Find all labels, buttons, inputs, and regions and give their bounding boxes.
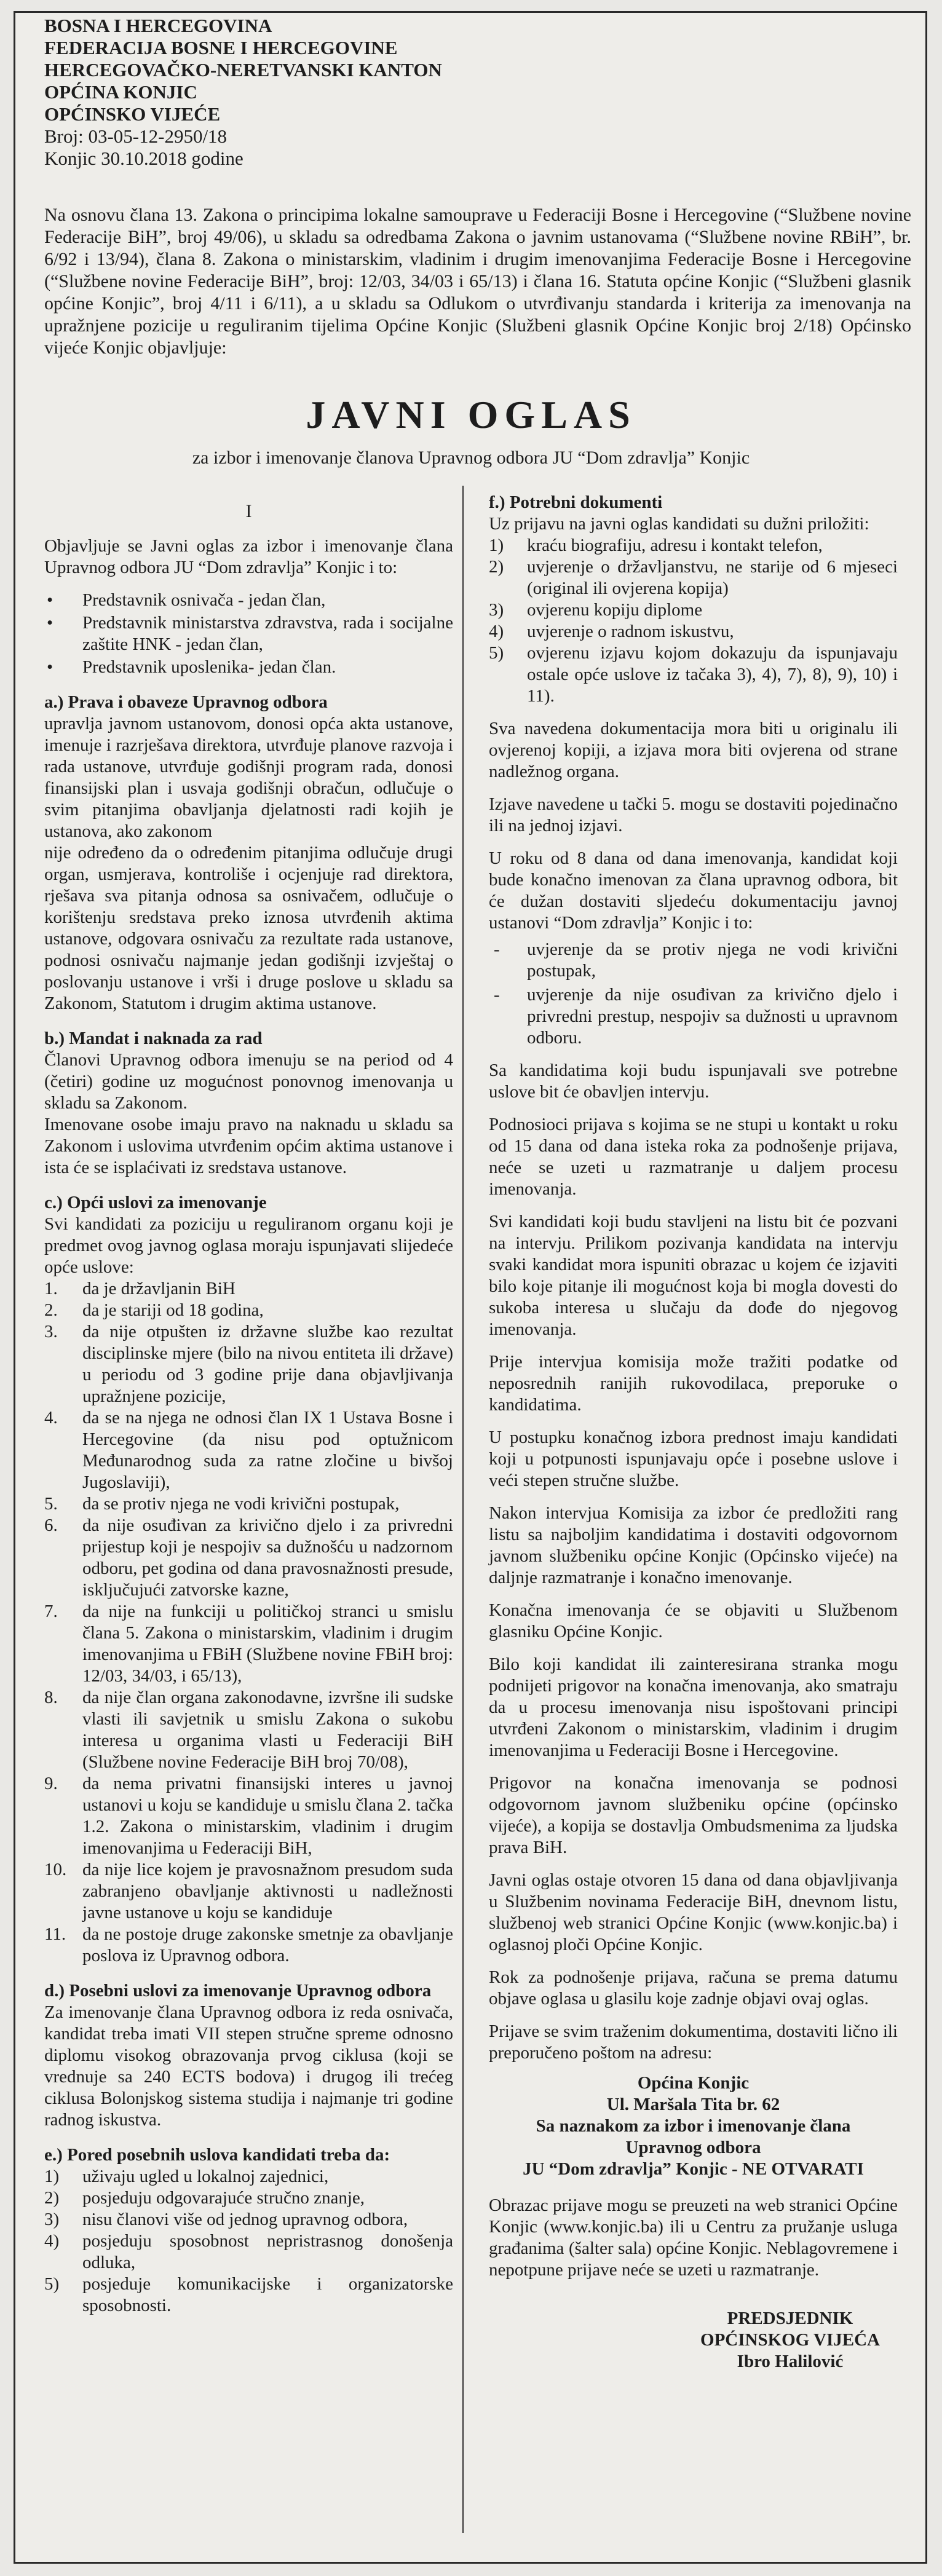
header-council: OPĆINSKO VIJEĆE [44, 103, 221, 125]
header-country: BOSNA I HERCEGOVINA [44, 15, 272, 36]
paragraph: Prije intervjua komisija može tražiti podatke od neposrednih ranijih rukovodilaca, preporuke o kandidatima. [489, 1352, 898, 1415]
list-item: 2. da je stariji od 18 godina, [44, 1300, 264, 1320]
members-list [44, 590, 453, 678]
address-line: Ul. Maršala Tita br. 62 [606, 2095, 780, 2114]
paragraph: Sva navedena dokumentacija mora biti u originalu ili ovjerenoj kopiji, a izjava mora biti ovjerena od strane nadležnog organa. [489, 719, 898, 781]
list-item: • Predstavnik ministarstva zdravstva, rada i socijalne zaštite HNK - jedan član, [44, 612, 453, 655]
section-c-lead: Svi kandidati za poziciju u reguliranom organu koji je predmet ovog javnog oglasa moraju ispunjavati slijedeće opće uslove: [44, 1214, 453, 1277]
paragraph: Izjave navedene u tački 5. mogu se dostaviti pojedinačno ili na jednoj izjavi. [489, 794, 898, 836]
list-item: 11. da ne postoje druge zakonske smetnje za obavljanje poslova iz Upravnog odbora. [44, 1924, 453, 1966]
paragraph: Obrazac prijave mogu se preuzeti na web stranici Općine Konjic (www.konjic.ba) ili u Centru za pružanje usluga građanima (šalter sala) općine Konjic. Neblagovremene i nepotpune prijave neće se uzeti u razmatranje. [489, 2195, 898, 2280]
list-item: 4. da se na njega ne odnosi član IX 1 Ustava Bosne i Hercegovine (da nisu pod optužnicom Međunarodnog suda za ratne zločine u bivšoj Jugoslaviji), [44, 1408, 453, 1492]
section-d-text: Za imenovanje člana Upravnog odbora iz reda osnivača, kandidat treba imati VII stepen stručne spreme odnosno diplomu visokog obrazovanja prvog ciklusa (koji se vrednuje sa 240 ECTS bodova) i drugog ili trećeg ciklusa Bolonjskog sistema studija i najmanje tri godine radnog iskustva. [44, 2002, 453, 2130]
list-item: 3) nisu članovi više od jednog upravnog odbora, [44, 2210, 408, 2229]
right-column [489, 492, 898, 2373]
header-municipality: OPĆINA KONJIC [44, 81, 197, 103]
list-item: 5) posjeduje komunikacijske i organizatorske sposobnosti. [44, 2274, 453, 2315]
intro-paragraph: Na osnovu člana 13. Zakona o principima lokalne samouprave u Federaciji Bosne i Hercegovine (“Službene novine Federacije BiH”, broj 49/06), u skladu sa odredbama Zakona o javnim ustanovama (“Službene novine RBiH”, br. 6/92 i 13/94), člana 8. Zakona o ministarskim, vladinim i drugim imenovanjima Federacije Bosne i Hercegovine (“Službene novine Federacije BiH”, broj: 12/03, 34/03 i 65/13) i člana 16. Statuta općine Konjic (“Službeni glasnik općine Konjic”, broj 4/11 i 6/11), a u skladu sa Odlukom o utvrđivanju standarda i kriterija za imenovanja na upražnjene pozicije u reguliranim tijelima Općine Konjic (Službeni glasnik Općine Konjic broj 2/18) Općinsko vijeće Konjic objavljuje: [44, 205, 911, 358]
list-item: 10. da nije lice kojem je pravosnažnom presudom suda zabranjeno obavljanje aktivnosti u nadležnosti javne ustanove u koju se kandiduje [44, 1860, 453, 1922]
paragraph: Rok za podnošenje prijava, računa se prema datumu objave oglasa u glasilu koje zadnje objavi ovaj oglas. [489, 1967, 898, 2009]
list-item: - uvjerenje da se protiv njega ne vodi krivični postupak, [489, 939, 898, 982]
column-divider [462, 486, 464, 2533]
header-number: Broj: 03-05-12-2950/18 [44, 125, 228, 147]
paragraph: Javni oglas ostaje otvoren 15 dana od dana objavljivanja u Službenim novinama Federacije BiH, dnevnom listu, službenoj web stranici Općine Konjic (www.konjic.ba) i oglasnoj ploči Općine Konjic. [489, 1870, 898, 1954]
documents-list [489, 535, 898, 707]
paragraph: U roku od 8 dana od dana imenovanja, kandidat koji bude konačno imenovan za člana upravnog odbora, bit će dužan dostaviti sljedeću dokumentaciju javnoj ustanovi “Dom zdravlja” Konjic i to: [489, 848, 898, 933]
section-b-text1: Članovi Upravnog odbora imenuju se na period od 4 (četiri) godine uz mogućnost ponovnog imenovanja u skladu sa Zakonom. [44, 1050, 453, 1113]
document-header [44, 15, 442, 170]
address-line: Općina Konjic [637, 2073, 750, 2093]
section-number: I [245, 501, 252, 521]
section-c-title: c.) Opći uslovi za imenovanje [44, 1193, 267, 1212]
list-item: 3. da nije otpušten iz državne službe kao rezultat disciplinske mjere (bilo na nivou entiteta ili države) u periodu od 3 godine prije dana objavljivanja upražnjene pozicije, [44, 1322, 453, 1406]
list-item: 4) posjeduju sposobnost nepristrasnog donošenja odluka, [44, 2231, 453, 2272]
list-item: 8. da nije član organa zakonodavne, izvršne ili sudske vlasti ili savjetnik u smislu Zakona o sukobu interesa u organima vlasti u Federaciji BiH (Službene novine Federacije BiH broj 70/08), [44, 1688, 453, 1772]
section-d-title: d.) Posebni uslovi za imenovanje Upravnog odbora [44, 1981, 432, 2001]
header-date: Konjic 30.10.2018 godine [44, 148, 243, 169]
extra-conditions-list [44, 2166, 453, 2317]
list-item: 1) uživaju ugled u lokalnoj zajednici, [44, 2167, 329, 2186]
list-item: 4) uvjerenje o radnom iskustvu, [489, 622, 734, 641]
paragraph: Svi kandidati koji budu stavljeni na listu bit će pozvani na intervju. Prilikom pozivanja kandidata na intervju svaki kandidat mora ispuniti obrazac u kojem će izjaviti bilo koje pitanje ili mogućnost koja bi mogla dovesti do sukoba interesa u slučaju da dođe do njegovog imenovanja. [489, 1212, 898, 1339]
paragraph: Nakon intervjua Komisija za izbor će predložiti rang listu sa najboljim kandidatima i dostaviti odgovornom javnom službeniku općine Konjic (Općinsko vijeće) na daljnje razmatranje i konačno imenovanje. [489, 1503, 898, 1587]
signatory-body: OPĆINSKOG VIJEĆA [700, 2330, 880, 2350]
signatory-name: Ibro Halilović [737, 2352, 844, 2371]
paragraph: Sa kandidatima koji budu ispunjavali sve potrebne uslove bit će obavljen intervju. [489, 1061, 898, 1102]
paragraph: U postupku konačnog izbora prednost imaju kandidati koji u potpunosti ispunjavaju opće i posebne uslove i veći stepen stručne službe. [489, 1428, 898, 1490]
list-item: • Predstavnik osnivača - jedan član, [44, 590, 453, 611]
address-line: JU “Dom zdravlja” Konjic - NE OTVARATI [523, 2159, 864, 2179]
general-conditions-list [44, 1278, 453, 1967]
section-a-title: a.) Prava i obaveze Upravnog odbora [44, 692, 328, 712]
paragraph: Podnosioci prijava s kojima se ne stupi u kontakt u roku od 15 dana od dana isteka roka za podnošenje prijava, neće se uzeti u razmatranje u daljem procesu imenovanja. [489, 1115, 898, 1199]
lead-paragraph: Objavljuje se Javni oglas za izbor i imenovanje člana Upravnog odbora JU “Dom zdravlja” Konjic i to: [44, 536, 453, 577]
paragraph: Bilo koji kandidat ili zainteresirana stranka mogu podnijeti prigovor na konačna imenovanja, ako smatraju da u procesu imenovanja nisu ispoštovani principi utvrđeni Zakonom o ministarskim, vladinim i drugim imenovanjima u Federaciji Bosne i Hercegovine. [489, 1654, 898, 1760]
section-a-text2: nije određeno da o određenim pitanjima odlučuje drugi organ, usmjerava, kontroliše i ocjenjuje rad direktora, rješava sva pitanja odnosa sa osnivačem, odlučuje o korištenju sredstava preko iznosa utvrđenih aktima ustanove, odgovara osnivaču za rezultate rada ustanove, podnosi osnivaču najmanje jedan godišnji izvještaj o poslovanju ustanove i vrši i druge poslove u skladu sa Zakonom, Statutom i drugim aktima ustanove. [44, 843, 453, 1013]
list-item: • Predstavnik uposlenika- jedan član. [44, 657, 453, 678]
list-item: 1) kraću biografiju, adresu i kontakt telefon, [489, 535, 823, 555]
paragraph: Prigovor na konačna imenovanja se podnosi odgovornom javnom službeniku općine (općinsko vijeće), a kopija se dostavlja Ombudsmenima za ljudska prava BiH. [489, 1773, 898, 1857]
list-item: 9. da nema privatni finansijski interes u javnoj ustanovi u koju se kandiduje u smislu člana 2. tačka 1.2. Zakona o ministarskim, vladinim i drugim imenovanjima u Federaciji BiH, [44, 1774, 453, 1858]
list-item: 6. da nije osuđivan za krivično djelo i za privredni prijestup koji je nespojiv sa dužnošću u nadzornom odboru, pet godina od dana pravosnažnosti presude, isključujući zatvorske kazne, [44, 1515, 453, 1600]
mailing-address [489, 2072, 898, 2180]
address-line: Upravnog odbora [625, 2138, 761, 2157]
left-column [44, 492, 453, 2328]
list-item: 5. da se protiv njega ne vodi krivični postupak, [44, 1494, 400, 1514]
list-item: 3) ovjerenu kopiju diplome [489, 600, 703, 620]
section-f-title: f.) Potrebni dokumenti [489, 492, 663, 512]
page-subtitle: za izbor i imenovanje članova Upravnog odbora JU “Dom zdravlja” Konjic [192, 448, 750, 468]
signatory-title: PREDSJEDNIK [727, 2309, 853, 2328]
list-item: 1. da je državljanin BiH [44, 1279, 236, 1298]
paragraph: Prijave se svim traženim dokumentima, dostaviti lično ili preporučeno poštom na adresu: [489, 2021, 898, 2063]
address-line: Sa naznakom za izbor i imenovanje člana [536, 2116, 851, 2136]
page-title: JAVNI OGLAS [306, 393, 636, 437]
list-item: - uvjerenje da nije osuđivan za krivično djelo i privredni prestup, nespojiv sa dužnosti u upravnom odboru. [489, 984, 898, 1049]
section-b-title: b.) Mandat i naknada za rad [44, 1029, 263, 1048]
section-e-title: e.) Pored posebnih uslova kandidati treba da: [44, 2145, 390, 2165]
list-item: 2) posjeduju odgovarajuće stručno znanje, [44, 2188, 365, 2208]
post-appointment-list [489, 939, 898, 1049]
header-federation: FEDERACIJA BOSNE I HERCEGOVINE [44, 37, 398, 58]
section-b-text2: Imenovane osobe imaju pravo na naknadu u skladu sa Zakonom i uslovima utvrđenim općim aktima ustanove i ista će se isplaćivati iz sredstava ustanove. [44, 1115, 453, 1177]
header-canton: HERCEGOVAČKO-NERETVANSKI KANTON [44, 59, 442, 81]
list-item: 7. da nije na funkciji u političkoj stranci u smislu člana 5. Zakona o ministarskim, vladinim i drugim imenovanjima u FBiH (Službene novine FBiH broj: 12/03, 34/03, i 65/13), [44, 1602, 453, 1686]
list-item: 5) ovjerenu izjavu kojom dokazuju da ispunjavaju ostale opće uslove iz tačaka 3), 4), 7), 8), 9), 10) i 11). [489, 643, 898, 706]
section-f-lead: Uz prijavu na javni oglas kandidati su dužni priložiti: [489, 514, 869, 534]
signature-block [489, 2308, 898, 2373]
paragraph: Konačna imenovanja će se objaviti u Službenom glasniku Općine Konjic. [489, 1600, 898, 1642]
section-a-text1: upravlja javnom ustanovom, donosi opća akta ustanove, imenuje i razrješava direktora, utvrđuje planove razvoja i rada ustanove, utvrđuje godišnji program rada, donosi finansijski plan i usvaja godišnji obračun, odlučuje o svim pitanjima obavljanja djelatnosti radi kojih je ustanova, ako zakonom [44, 714, 453, 841]
list-item: 2) uvjerenje o državljanstvu, ne starije od 6 mjeseci (original ili ovjerena kopija) [489, 557, 898, 598]
